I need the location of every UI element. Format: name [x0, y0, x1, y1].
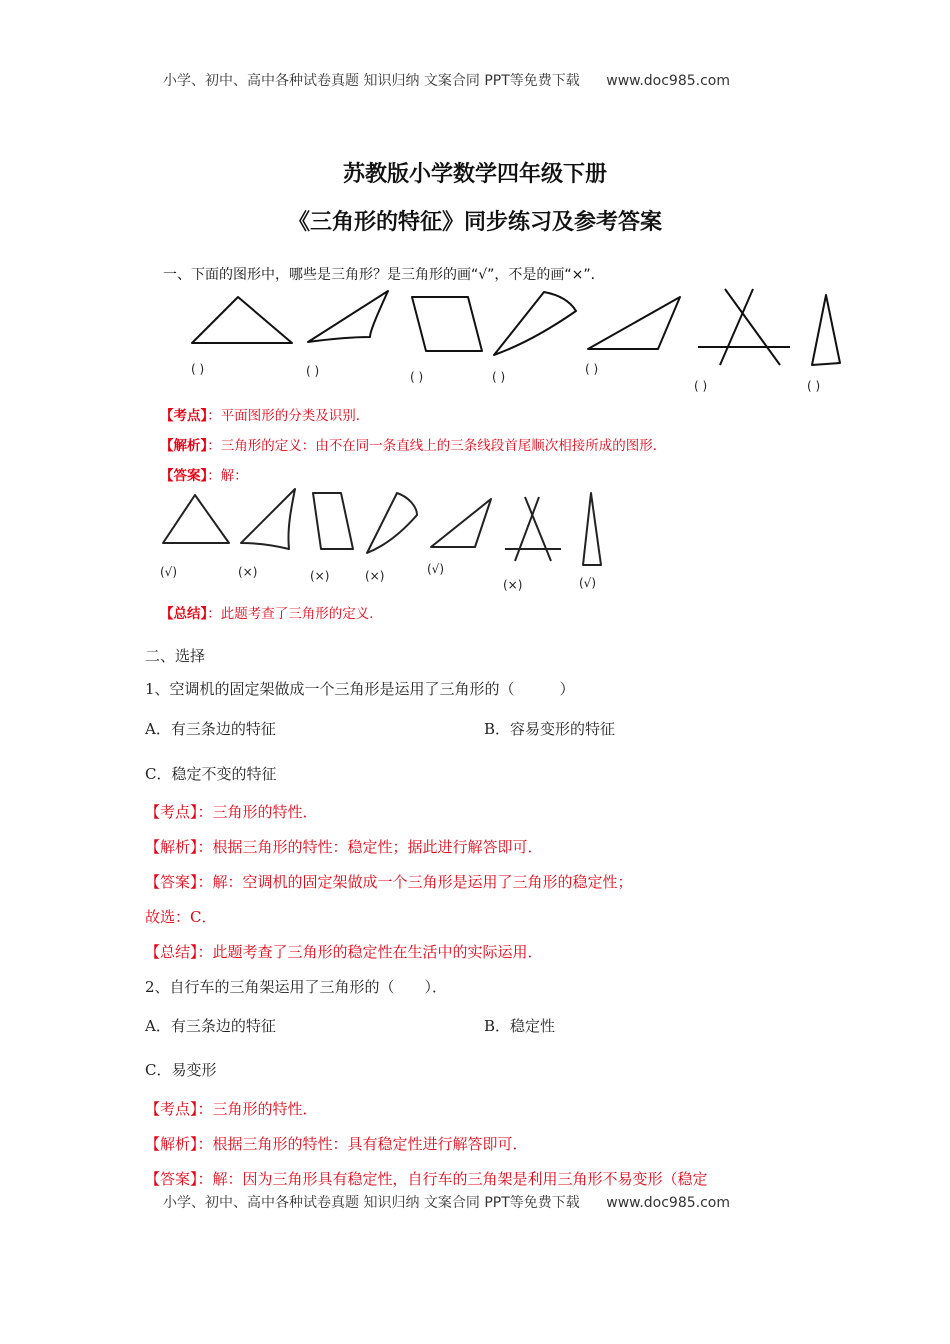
- q1-daan-text: ：解：: [207, 468, 248, 484]
- q2-1-daan-text: ：解：空调机的固定架做成一个三角形是运用了三角形的稳定性；: [197, 873, 633, 891]
- q2-2-jiexi: [145, 1133, 528, 1154]
- q2-2-jiexi-tag: 【解析】: [145, 1135, 198, 1153]
- q2-1-daan: [145, 871, 633, 892]
- answer-figure-4: [367, 493, 417, 553]
- q1-blank-1[interactable]: ( ): [191, 362, 205, 376]
- q1-prompt: 一、下面的图形中，哪些是三角形？是三角形的画“√”，不是的画“×”．: [163, 267, 605, 283]
- q1-daan: [160, 464, 248, 484]
- q1-mark-7: (√): [579, 576, 597, 590]
- q1-mark-4: (×): [365, 569, 385, 583]
- q2-2-kaodian: [145, 1098, 318, 1119]
- q2-1-guxuan: 故选：C．: [145, 908, 217, 926]
- q2-1-kaodian-tag: 【考点】: [145, 803, 198, 821]
- q1-blank-7[interactable]: ( ): [807, 379, 821, 393]
- q1-zongjie: [160, 602, 383, 622]
- q1-blank-4[interactable]: ( ): [492, 370, 506, 384]
- q1-kaodian: [160, 404, 369, 424]
- q2-2-kaodian-text: ：三角形的特性．: [197, 1100, 318, 1118]
- q2-1-jiexi-tag: 【解析】: [145, 838, 198, 856]
- answer-figure-7: [583, 493, 601, 565]
- section-2-heading: 二、选择: [145, 647, 206, 665]
- header-text: 小学、初中、高中各种试卷真题 知识归纳 文案合同 PPT等免费下载: [163, 73, 580, 89]
- q2-1-jiexi: [145, 836, 543, 857]
- q2-2-daan-text: ：解：因为三角形具有稳定性，自行车的三角架是利用三角形不易变形（稳定: [197, 1170, 708, 1188]
- q2-2-daan: [145, 1168, 708, 1189]
- q1-daan-tag: 【答案】: [160, 468, 208, 484]
- footer-site-link[interactable]: www.doc985.com: [606, 1195, 730, 1211]
- q1-mark-6: (×): [503, 578, 523, 592]
- figure-7-thin-triangle: [812, 295, 840, 365]
- q2-1-option-a[interactable]: A．有三条边的特征: [145, 720, 276, 738]
- q1-kaodian-text: ：平面图形的分类及识别．: [207, 408, 370, 424]
- q1-blank-2[interactable]: ( ): [306, 364, 320, 378]
- q1-blank-6[interactable]: ( ): [694, 379, 708, 393]
- q2-2-question: 2、自行车的三角架运用了三角形的（ ）．: [145, 978, 448, 996]
- figure-1-triangle: [192, 297, 292, 343]
- q1-jiexi-tag: 【解析】: [160, 438, 208, 454]
- q2-2-daan-tag: 【答案】: [145, 1170, 198, 1188]
- q1-figures: [150, 285, 850, 405]
- q2-1-zongjie: [145, 941, 543, 962]
- q2-1-kaodian: [145, 801, 318, 822]
- q1-answer-figures: [155, 485, 615, 575]
- q2-2-option-c[interactable]: C．易变形: [145, 1061, 217, 1079]
- footer-text: 小学、初中、高中各种试卷真题 知识归纳 文案合同 PPT等免费下载: [163, 1195, 580, 1211]
- q2-1-daan-tag: 【答案】: [145, 873, 198, 891]
- q2-1-option-b[interactable]: B．容易变形的特征: [484, 720, 616, 738]
- q1-kaodian-tag: 【考点】: [160, 408, 208, 424]
- page-title: 苏教版小学数学四年级下册: [342, 162, 607, 187]
- q2-2-option-b[interactable]: B．稳定性: [484, 1017, 556, 1035]
- q2-1-zongjie-tag: 【总结】: [145, 943, 198, 961]
- q2-2-kaodian-tag: 【考点】: [145, 1100, 198, 1118]
- q2-1-kaodian-text: ：三角形的特性．: [197, 803, 318, 821]
- q2-1-option-c[interactable]: C．稳定不变的特征: [145, 765, 277, 783]
- q1-jiexi: [160, 434, 666, 454]
- figure-3-parallelogram: [412, 297, 482, 351]
- figure-6-crossed-lines: [698, 289, 790, 365]
- q1-zongjie-tag: 【总结】: [160, 606, 208, 622]
- q1-jiexi-text: ：三角形的定义：由不在同一条直线上的三条线段首尾顺次相接所成的图形．: [207, 438, 667, 454]
- q1-mark-1: (√): [160, 565, 178, 579]
- answer-figure-1: [163, 495, 229, 543]
- header-site-link[interactable]: www.doc985.com: [606, 73, 730, 89]
- q2-2-jiexi-text: ：根据三角形的特性：具有稳定性进行解答即可．: [197, 1135, 528, 1153]
- q2-1-zongjie-text: ：此题考查了三角形的稳定性在生活中的实际运用．: [197, 943, 543, 961]
- q1-mark-5: (√): [427, 562, 445, 576]
- figure-5-triangle: [588, 297, 680, 349]
- q1-mark-2: (×): [238, 565, 258, 579]
- page-subtitle: 《三角形的特征》同步练习及参考答案: [287, 210, 662, 235]
- header-banner: [163, 70, 730, 90]
- q2-2-option-a[interactable]: A．有三条边的特征: [145, 1017, 276, 1035]
- q1-zongjie-text: ：此题考查了三角形的定义．: [207, 606, 383, 622]
- q1-blank-5[interactable]: ( ): [585, 362, 599, 376]
- answer-figure-5: [431, 499, 491, 547]
- q2-1-jiexi-text: ：根据三角形的特性：稳定性；据此进行解答即可．: [197, 838, 543, 856]
- answer-figure-3: [313, 493, 353, 549]
- answer-figure-2: [241, 489, 295, 549]
- figure-4-sector-shape: [494, 292, 576, 355]
- footer-banner: [163, 1192, 730, 1212]
- figure-2-curved-shape: [308, 291, 388, 342]
- q1-blank-3[interactable]: ( ): [410, 370, 424, 384]
- q1-mark-3: (×): [310, 569, 330, 583]
- q2-1-question: 1、空调机的固定架做成一个三角形是运用了三角形的（ ）: [145, 680, 575, 698]
- answer-figure-6: [505, 497, 561, 561]
